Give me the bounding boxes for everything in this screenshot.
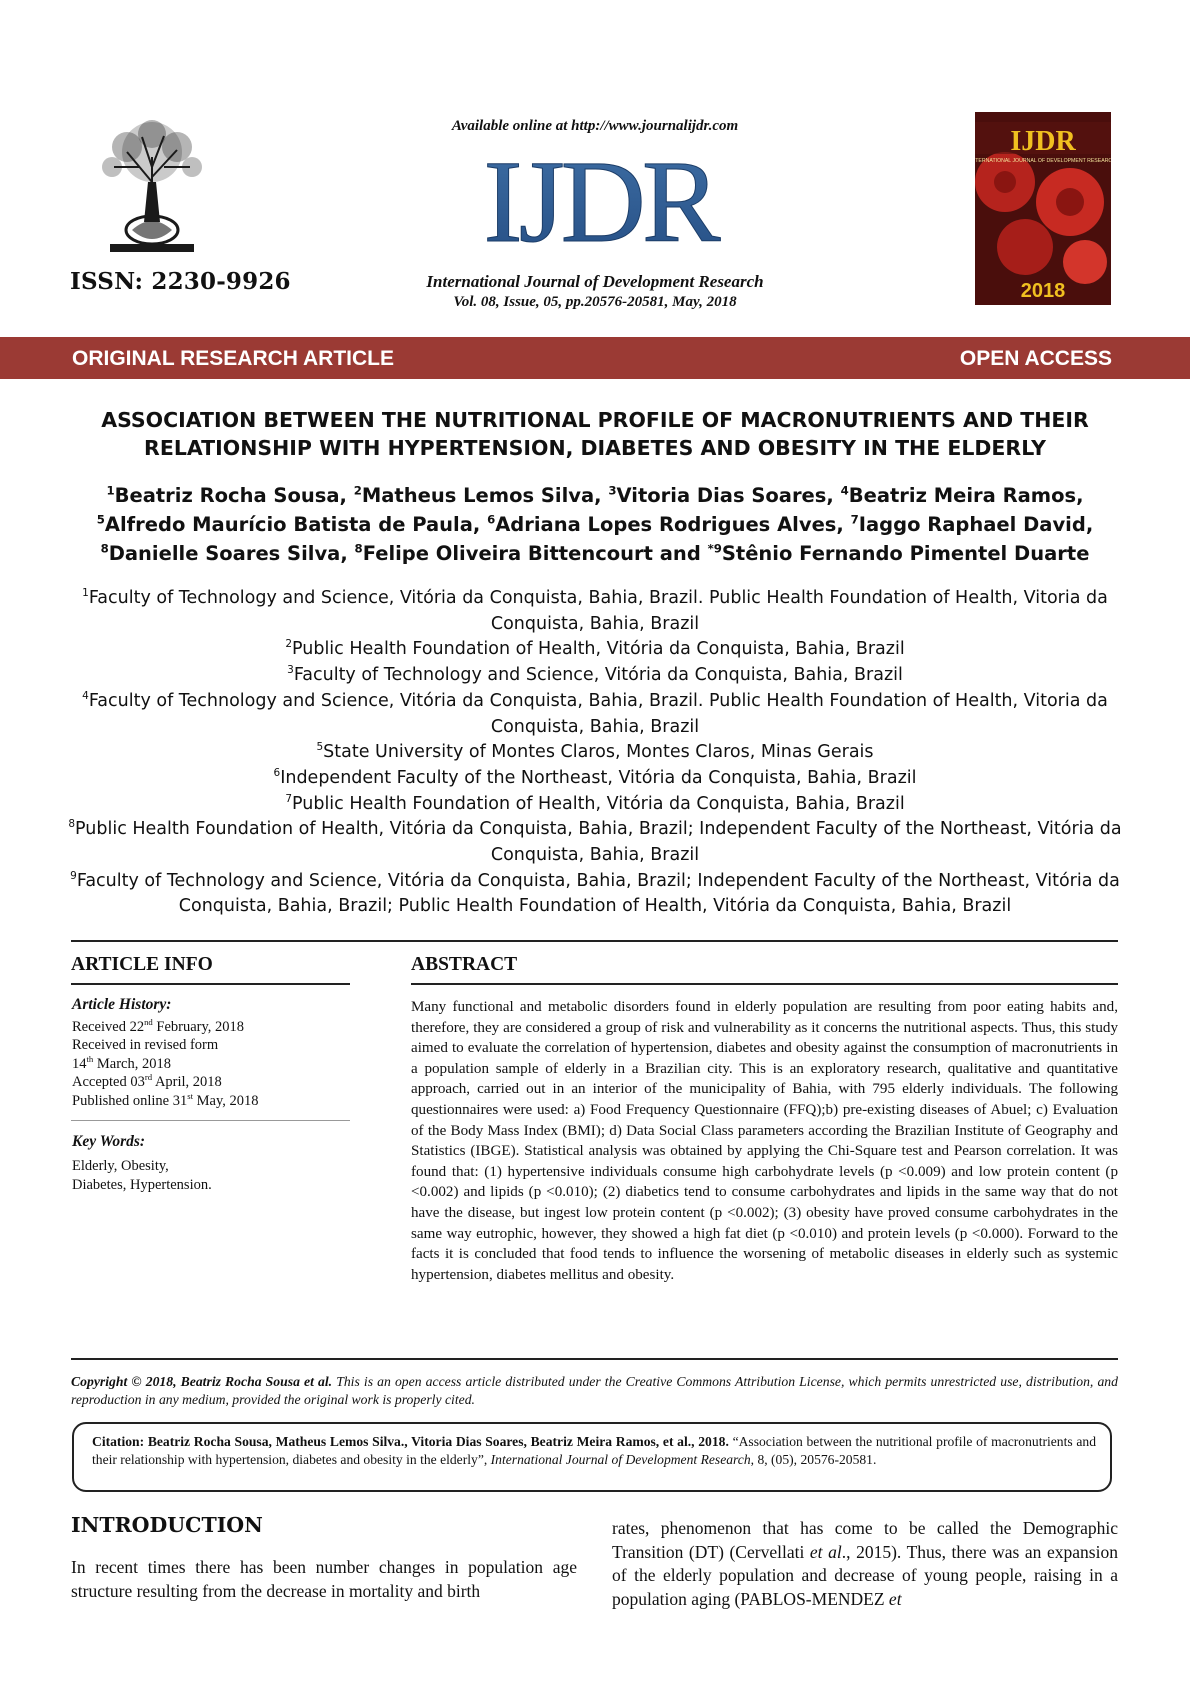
affiliation-item: [60, 817, 1130, 868]
keywords: [72, 1132, 352, 1195]
affiliation-item: [60, 689, 1130, 740]
affiliation-item: [60, 792, 1130, 818]
affiliation-text: Independent Faculty of the Northeast, Vitória da Conquista, Bahia, Brazil: [280, 767, 917, 788]
received-date: Received 22nd February, 2018: [72, 1016, 245, 1035]
keywords-line: Diabetes, Hypertension.: [72, 1177, 212, 1193]
issn: ISSN: 2230-9926: [70, 268, 291, 295]
divider: [71, 1358, 1118, 1360]
volume-line: Vol. 08, Issue, 05, pp.20576-20581, May, 2018: [453, 294, 737, 310]
author-affiliation-number: 8: [100, 541, 109, 556]
affiliation-number: 4: [82, 689, 89, 702]
author-line: [60, 481, 1130, 510]
author-affiliation-number: 5: [96, 512, 105, 527]
affiliation-number: 6: [273, 767, 281, 780]
author-line: [60, 539, 1130, 568]
citation-box: Citation: Beatriz Rocha Sousa, Matheus Lemos Silva., Vitoria Dias Soares, Beatriz Meira Ramos, et al., 2018. “Association between the nutritional profile of macronutrients and their relationship with hypertension, diabetes and obesity in the elderly”, International Journal of Development Research, 8, (05), 20576-20581.: [72, 1422, 1112, 1492]
affiliation-text: Faculty of Technology and Science, Vitória da Conquista, Bahia, Brazil. Public Health Foundation of Health, Vitoria da Conquista, Bahia, Brazil: [88, 690, 1108, 737]
affiliation-list: [60, 586, 1130, 920]
affiliation-number: 2: [285, 638, 292, 651]
author-name: Beatriz Rocha Sousa,: [114, 484, 354, 507]
publisher-tree-logo: [82, 112, 222, 257]
available-online-link[interactable]: Available online at http://www.journalijdr.com: [451, 118, 739, 134]
affiliation-text: Faculty of Technology and Science, Vitória da Conquista, Bahia, Brazil: [293, 665, 903, 686]
affiliation-text: Public Health Foundation of Health, Vitória da Conquista, Bahia, Brazil: [292, 793, 905, 814]
affiliation-number: 5: [316, 741, 324, 754]
revised-label: Received in revised form: [72, 1037, 219, 1053]
open-access-label: OPEN ACCESS: [959, 347, 1112, 370]
author-name: Stênio Fernando Pimentel Duarte: [721, 542, 1090, 565]
author-name: Iaggo Raphael David,: [858, 513, 1094, 536]
affiliation-number: 3: [287, 664, 294, 677]
author-name: Danielle Soares Silva,: [108, 542, 355, 565]
affiliation-number: 9: [70, 869, 77, 882]
svg-text:IJDR: IJDR: [483, 145, 717, 257]
copyright-notice: Copyright © 2018, Beatriz Rocha Sousa et al. This is an open access article distributed under the Creative Commons Attribution License, which permits unrestricted use, distribution, and reproduction in any medium, provided the original work is properly cited.: [71, 1374, 1118, 1407]
accepted-date: Accepted 03rd April, 2018: [72, 1072, 222, 1090]
introduction-left-column: In recent times there has been number changes in population age structure resulting from the decrease in mortality and birth: [71, 1557, 577, 1601]
author-affiliation-number: 4: [840, 483, 849, 498]
divider: [71, 940, 1118, 942]
author-affiliation-number: 3: [608, 483, 617, 498]
divider: [411, 983, 1118, 985]
affiliation-text: State University of Montes Claros, Montes Claros, Minas Gerais: [323, 742, 874, 763]
author-name: Felipe Oliveira Bittencourt and: [362, 542, 708, 565]
abstract-heading: ABSTRACT: [411, 954, 518, 975]
affiliation-item: [60, 869, 1130, 920]
affiliation-item: [60, 740, 1130, 766]
author-name: Matheus Lemos Silva,: [361, 484, 609, 507]
affiliation-text: Faculty of Technology and Science, Vitória da Conquista, Bahia, Brazil. Public Health Foundation of Health, Vitoria da Conquista, Bahia, Brazil: [88, 588, 1108, 634]
author-list: [60, 481, 1130, 568]
affiliation-item: [60, 766, 1130, 792]
journal-name: International Journal of Development Research: [426, 272, 764, 291]
journal-cover-image: [975, 112, 1111, 305]
article-info-heading: ARTICLE INFO: [71, 954, 213, 975]
affiliation-item: [60, 637, 1130, 663]
revised-date: 14th March, 2018: [72, 1053, 171, 1072]
affiliation-item: [60, 663, 1130, 689]
published-date: Published online 31st May, 2018: [72, 1090, 259, 1109]
author-name: Vitoria Dias Soares,: [616, 484, 841, 507]
author-affiliation-number: 6: [487, 512, 496, 527]
abstract-text: Many functional and metabolic disorders found in elderly population are resulting from poor eating habits and, therefore, they are considered a group of risk and vulnerability as it concerns the nutritional aspects. Thus, this study aimed to evaluate the correlation of hypertension, diabetes and obesity against the consumption of macronutrients in a population sample of elderly in a Brazilian city. This is an exploratory research, qualitative and quantitative approach, carried out in an interior of the municipality of Bahia, with 795 elderly individuals. The following questionnaires were used: a) Food Frequency Questionnaire (FFQ);b) pre-existing diseases of Abuel; c) Evaluation of the Body Mass Index (BMI); d) Data Social Class parameters according the Brazilian Institute of Geography and Statistics (IBGE). Statistical analysis was obtained by applying the Chi-Square test and Pearson correlation. It was found that: (1) hypertensive individuals consume high carbohydrate levels (p <0.009) and low protein content (p <0.002) and lipids (p <0.010); (2) diabetics tend to consume carbohydrates and lipids in the same way that do not have the disease, but ingest low protein content (p <0.002); (3) obesity have proved consume carbohydrates in the same way eutrophic, however, they showed a high fat diet (p <0.010) and protein levels (p <0.000). Forward to the facts it is concluded that food tends to influence the worsening of metabolic diseases in elderly such as systemic hypertension, diabetes mellitus and obesity.: [411, 999, 1118, 1283]
svg-text:2018: 2018: [1020, 280, 1066, 302]
keywords-line: Elderly, Obesity,: [72, 1158, 169, 1174]
affiliation-number: 8: [68, 818, 76, 831]
introduction-right-column: rates, phenomenon that has come to be called the Demographic Transition (DT) (Cervellati et al., 2015). Thus, there was an expansion of the elderly population and decrease of young people, raising in a population aging (PABLOS-MENDEZ et: [612, 1518, 1118, 1609]
author-affiliation-number: 8: [354, 541, 363, 556]
author-affiliation-number: *9: [707, 541, 722, 556]
article-type-banner: [0, 337, 1190, 379]
svg-text:INTERNATIONAL JOURNAL OF DEVEL: INTERNATIONAL JOURNAL OF DEVELOPMENT RESEARCH: [975, 158, 1111, 164]
divider: [71, 1120, 350, 1121]
article-history: [72, 996, 352, 1110]
affiliation-text: Public Health Foundation of Health, Vitória da Conquista, Bahia, Brazil; Independent Faculty of the Northeast, Vitória da Conquista, Bahia, Brazil: [75, 819, 1122, 866]
divider: [71, 983, 350, 985]
affiliation-number: 1: [82, 587, 89, 600]
keywords-label: Key Words:: [72, 1133, 146, 1150]
article-title: ASSOCIATION BETWEEN THE NUTRITIONAL PROFILE OF MACRONUTRIENTS AND THEIR RELATIONSHIP WITH HYPERTENSION, DIABETES AND OBESITY IN THE ELDERLY: [101, 408, 1089, 460]
author-affiliation-number: 1: [106, 483, 115, 498]
introduction-heading: INTRODUCTION: [71, 1513, 263, 1537]
author-name: Beatriz Meira Ramos,: [848, 484, 1084, 507]
affiliation-item: [60, 586, 1130, 637]
ijdr-logo: [430, 145, 770, 257]
affiliation-text: Public Health Foundation of Health, Vitória da Conquista, Bahia, Brazil: [292, 639, 905, 660]
affiliation-text: Faculty of Technology and Science, Vitória da Conquista, Bahia, Brazil; Independent Faculty of the Northeast, Vitória da Conquista, Bahia, Brazil; Public Health Foundation of Health, Vitória da Conquista, Bahia, Brazil: [76, 870, 1120, 917]
affiliation-number: 7: [285, 792, 292, 805]
author-affiliation-number: 2: [353, 483, 362, 498]
author-name: Alfredo Maurício Batista de Paula,: [104, 513, 488, 536]
author-affiliation-number: 7: [850, 512, 859, 527]
article-history-label: Article History:: [72, 996, 172, 1013]
article-type-label: ORIGINAL RESEARCH ARTICLE: [72, 347, 395, 370]
author-line: [60, 510, 1130, 539]
author-name: Adriana Lopes Rodrigues Alves,: [495, 513, 851, 536]
cover-title: IJDR: [1010, 126, 1076, 157]
